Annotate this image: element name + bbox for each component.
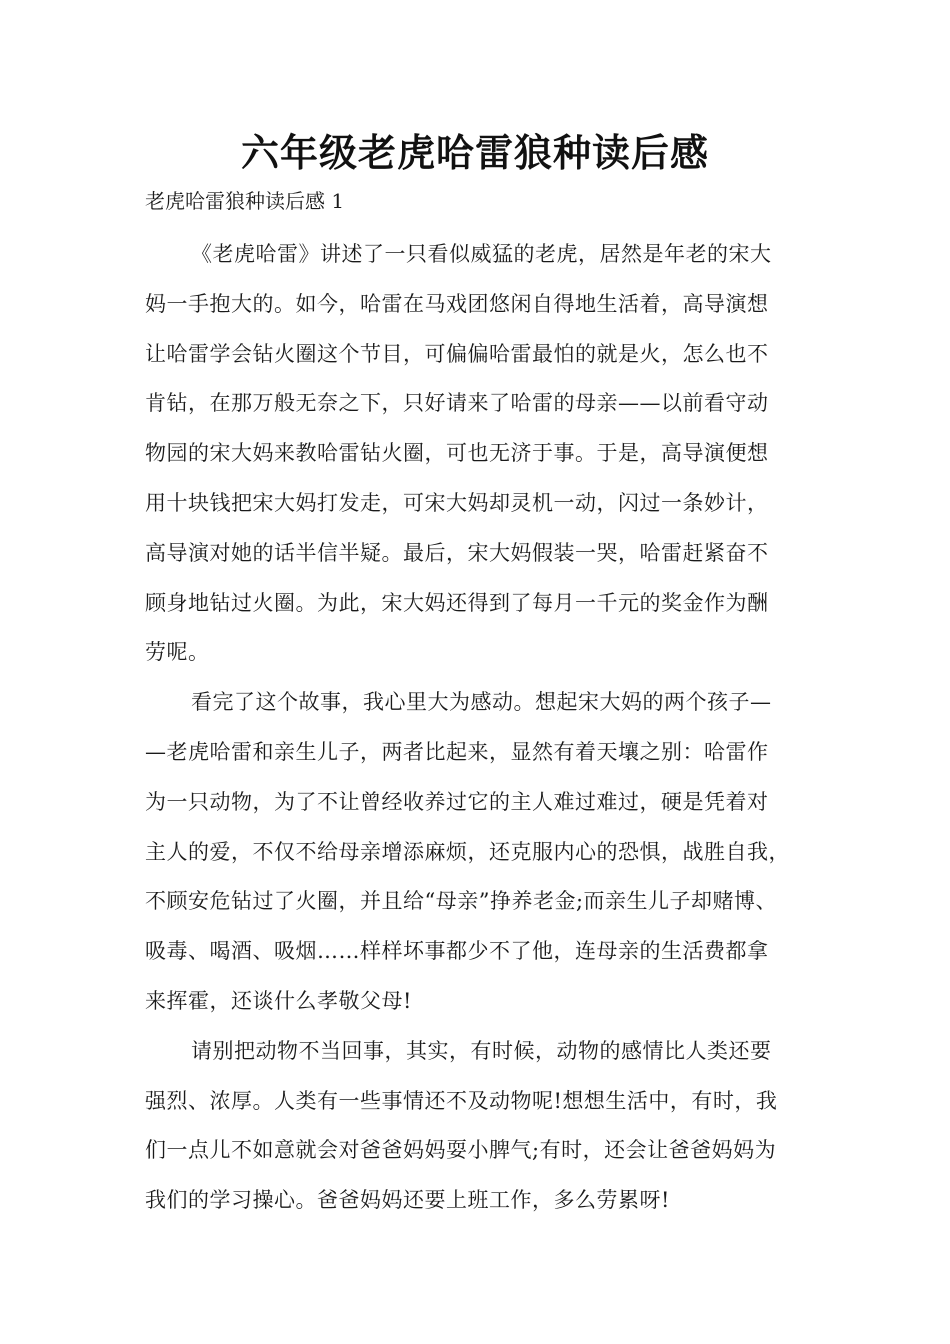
paragraph-2 [145,678,825,1027]
text-line: 来挥霍，还谈什么孝敬父母! [145,988,412,1013]
text-line: 妈一手抱大的。如今，哈雷在马戏团悠闲自得地生活着，高导演想 [145,291,769,316]
text-line: 《老虎哈雷》讲述了一只看似威猛的老虎，居然是年老的宋大 [191,242,772,266]
text-line: 物园的宋大妈来教哈雷钻火圈，可也无济于事。于是，高导演便想 [145,441,769,466]
text-line: 看完了这个故事，我心里大为感动。想起宋大妈的两个孩子— [191,690,772,715]
text-line: 肯钻，在那万般无奈之下，只好请来了哈雷的母亲——以前看守动 [145,391,769,416]
document-body [145,230,825,1226]
text-line: 主人的爱，不仅不给母亲增添麻烦，还克服内心的恐惧，战胜自我， [145,839,790,864]
text-line: 高导演对她的话半信半疑。最后，宋大妈假装一哭，哈雷赶紧奋不 [145,540,769,565]
paragraph-1 [145,230,825,678]
text-line: 不顾安危钻过了火圈，并且给“母亲”挣养老金;而亲生儿子却赌博、 [145,889,778,914]
text-line: 顾身地钻过火圈。为此，宋大妈还得到了每月一千元的奖金作为酬 [145,590,769,615]
section-heading: 老虎哈雷狼种读后感 1 [145,189,345,213]
text-line: 用十块钱把宋大妈打发走，可宋大妈却灵机一动，闪过一条妙计， [145,490,769,515]
text-line: 们一点儿不如意就会对爸爸妈妈耍小脾气;有时，还会让爸爸妈妈为 [145,1138,777,1163]
text-line: 强烈、浓厚。人类有一些事情还不及动物呢!想想生活中，有时，我 [145,1088,778,1113]
text-line: 让哈雷学会钻火圈这个节目，可偏偏哈雷最怕的就是火，怎么也不 [145,341,769,366]
text-line: —老虎哈雷和亲生儿子，两者比起来，显然有着天壤之别：哈雷作 [145,739,769,764]
text-line: 请别把动物不当回事，其实，有时候，动物的感情比人类还要 [191,1038,772,1063]
paragraph-3 [145,1027,825,1226]
document-title: 六年级老虎哈雷狼种读后感 [240,131,709,175]
text-line: 我们的学习操心。爸爸妈妈还要上班工作，多么劳累呀! [145,1188,670,1213]
text-line: 吸毒、喝酒、吸烟……样样坏事都少不了他，连母亲的生活费都拿 [145,939,769,964]
text-line: 为一只动物，为了不让曾经收养过它的主人难过难过，硬是凭着对 [145,789,769,814]
text-line: 劳呢。 [145,640,210,665]
